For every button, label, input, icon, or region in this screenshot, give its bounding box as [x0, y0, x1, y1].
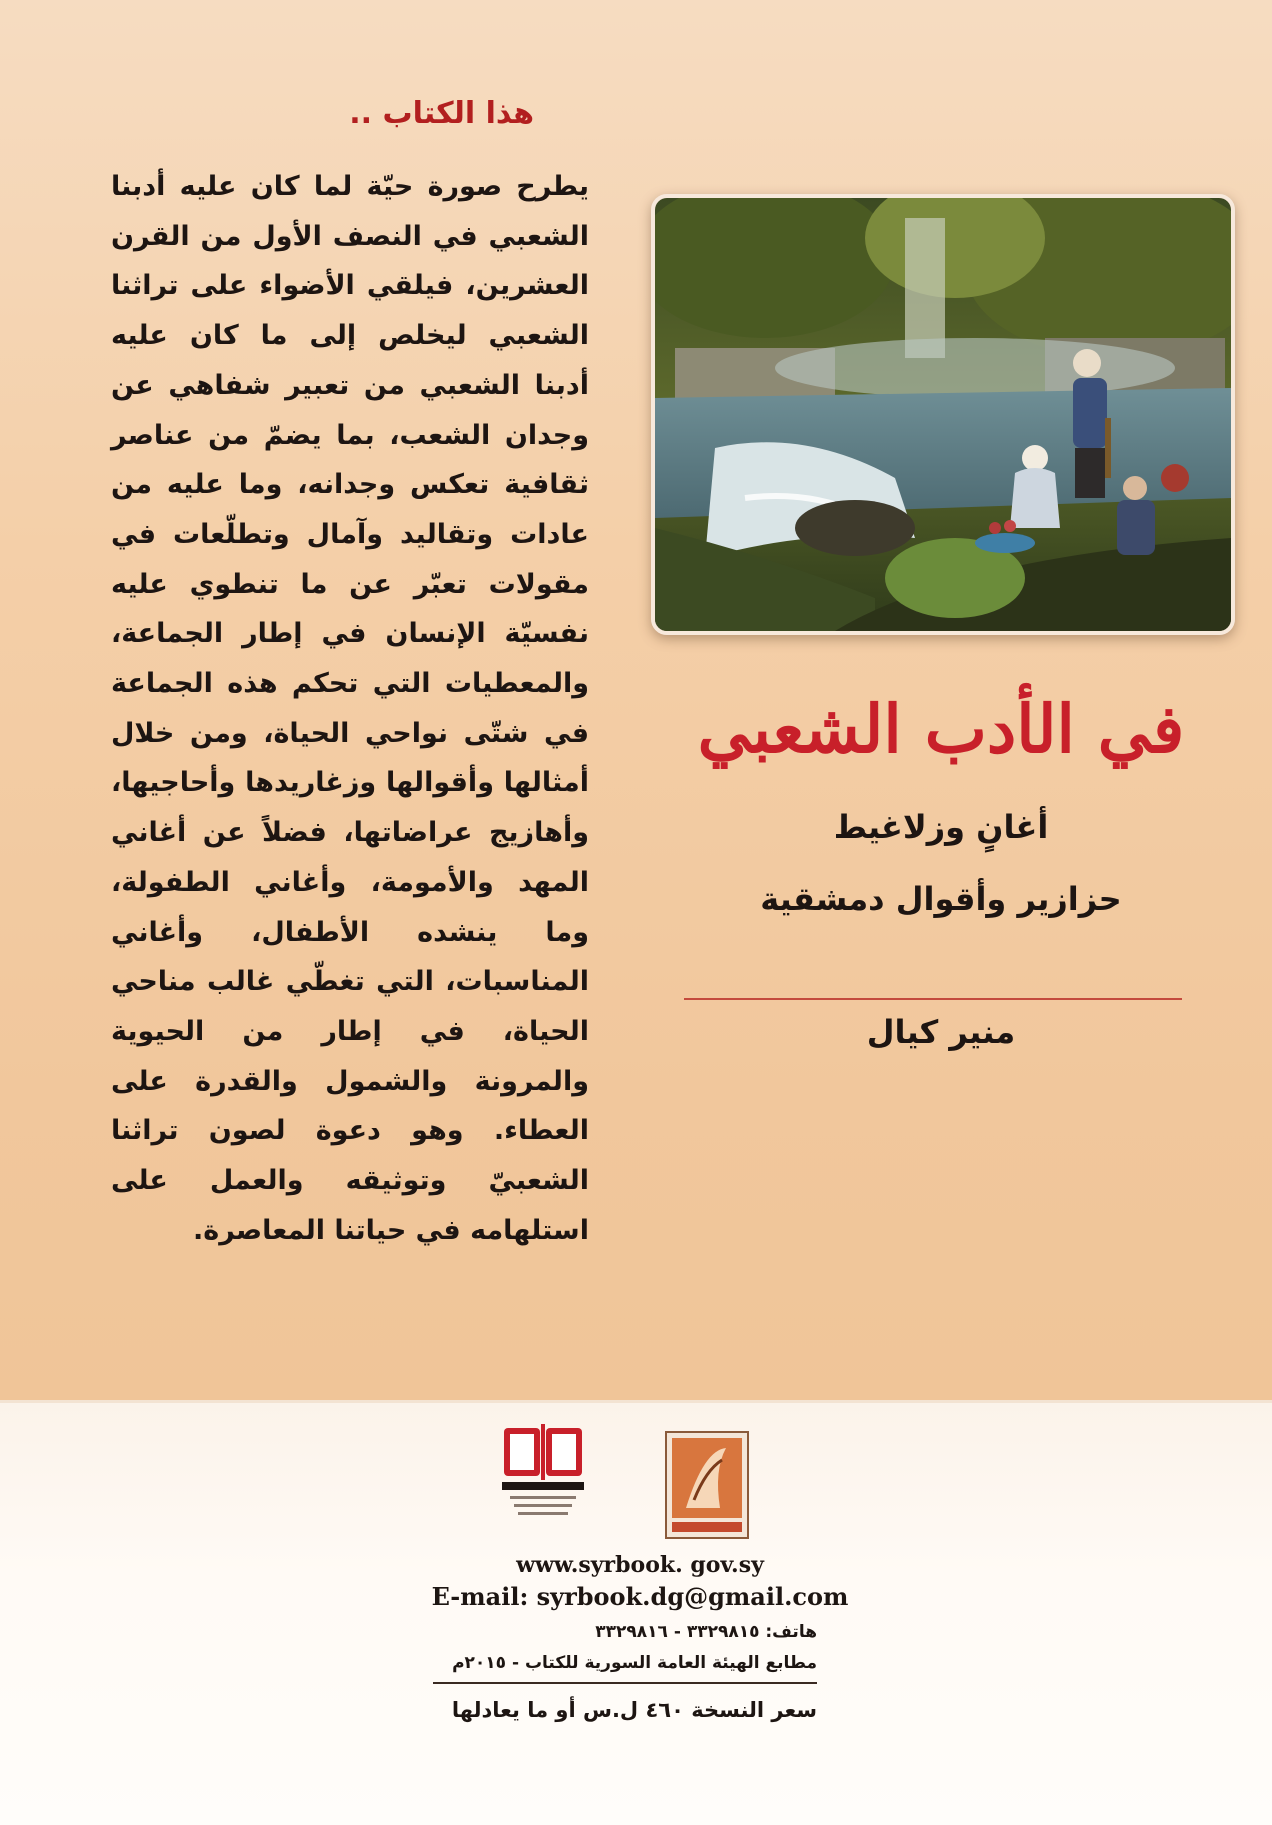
book-price: سعر النسخة ٤٦٠ ل.س أو ما يعادلها — [451, 1698, 817, 1722]
about-text: يطرح صورة حيّة لما كان عليه أدبنا الشعبي في النصف الأول من القرن العشرين، فيلقي الأضواء على تراثنا الشعبي ليخلص إلى ما كان عليه أدبنا الشعبي من تعبير شفاهي عن وجدان الشعب، بما يضمّ من عناصر ثقافية تعكس وجدانه، وما عليه من عادات وتقاليد وآمال وتطلّعات في مقولات تعبّر عن ما تنطوي عليه نفسيّة الإنسان في إطار الجماعة، والمعطيات التي تحكم هذه الجماعة في شتّى نواحي الحياة، ومن خلال أمثالها وأقوالها وزغاريدها وأحاجيها، وأهازيج عراضاتها، فضلاً عن أغاني المهد والأمومة، وأغاني الطفولة، وما ينشده الأطفال، وأغاني المناسبات، التي تغطّي غالب مناحي الحياة، في إطار من الحيوية والمرونة والشمول والقدرة على العطاء. وهو دعوة لصون تراثنا الشعبيّ وتوثيقه والعمل على استلهامه في حياتنا المعاصرة. — [111, 171, 589, 1246]
email-address: E-mail: syrbook.dg@gmail.com — [431, 1582, 849, 1611]
about-heading: هذا الكتاب .. — [349, 96, 534, 131]
waterfall-painting-image — [655, 198, 1231, 631]
book-title: في الأدب الشعبي — [697, 690, 1185, 768]
author-name: منير كيال — [866, 1013, 1016, 1051]
colophon-band — [0, 1400, 1272, 1825]
printer-line: مطابع الهيئة العامة السورية للكتاب - ٢٠١٥م — [452, 1653, 817, 1673]
cover-painting — [651, 194, 1235, 635]
ministry-of-culture-logo-icon — [664, 1430, 750, 1540]
phone-numbers: هاتف: ٣٣٢٩٨١٥ - ٣٣٢٩٨١٦ — [595, 1622, 817, 1642]
open-book-logo-icon — [500, 1420, 586, 1540]
price-divider — [433, 1682, 817, 1684]
website-url: www.syrbook. gov.sy — [516, 1552, 764, 1578]
subtitle-line-2: حزازير وأقوال دمشقية — [760, 880, 1122, 918]
subtitle-line-1: أغانٍ وزلاغيط — [833, 808, 1049, 846]
title-divider — [684, 998, 1182, 1000]
